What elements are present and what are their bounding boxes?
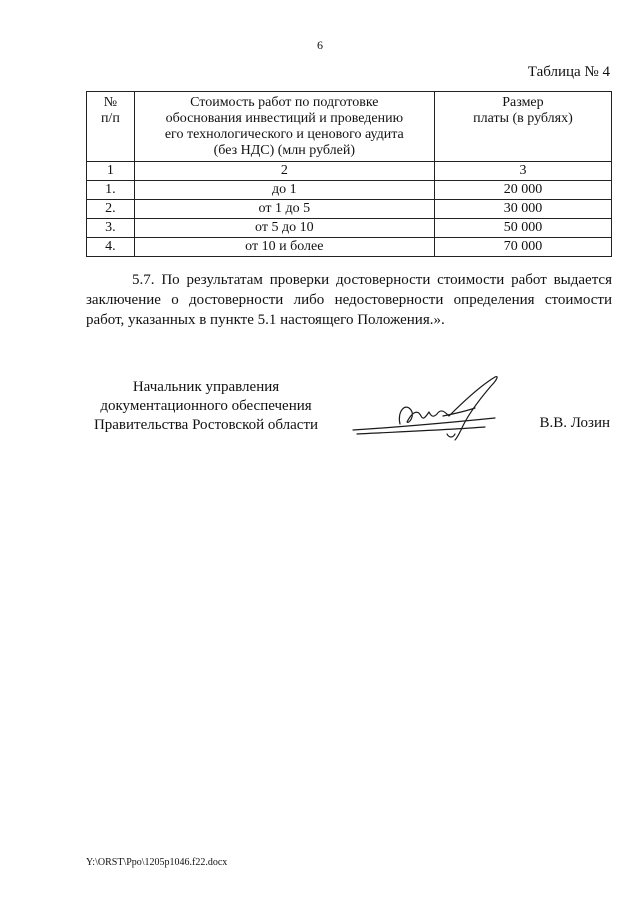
table-cell: от 1 до 5 [134,200,434,219]
table-cell: 3 [434,162,611,181]
table-cell: 3. [87,219,135,238]
table-cell: от 10 и более [134,238,434,257]
header-number: № п/п [87,92,135,162]
page-number: 6 [317,38,323,52]
file-path: Y:\ORST\Ppo\1205p1046.f22.docx [86,857,228,868]
table-cell: 1. [87,181,135,200]
table-header-row [87,92,612,162]
table-row [87,238,612,257]
table-cell: 2. [87,200,135,219]
table-cell: 70 000 [434,238,611,257]
table-cell: до 1 [134,181,434,200]
paragraph-5-7: 5.7. По результатам проверки достоверности стоимости работ выдается заключение о достоверности либо недостоверности определения стоимости работ, указанных в пункте 5.1 настоящего Положения.». [86,272,612,328]
table-row [87,200,612,219]
table-cell: 30 000 [434,200,611,219]
table-cell: 50 000 [434,219,611,238]
column-number-row [87,162,612,181]
signature-image [345,372,505,444]
header-fee: Размер платы (в рублях) [434,92,611,162]
table-cell: от 5 до 10 [134,219,434,238]
table-cell: 20 000 [434,181,611,200]
signer-name: В.В. Лозин [539,415,610,431]
table-caption: Таблица № 4 [527,64,610,80]
table-row [87,181,612,200]
table-row [87,219,612,238]
fee-table [86,91,612,257]
header-cost: Стоимость работ по подготовке обоснования инвестиций и проведению его технологического и ценового аудита (без НДС) (млн рублей) [134,92,434,162]
table-cell: 2 [134,162,434,181]
table-cell: 1 [87,162,135,181]
signer-position: Начальник управления документационного обеспечения Правительства Ростовской области [93,379,319,433]
table-cell: 4. [87,238,135,257]
